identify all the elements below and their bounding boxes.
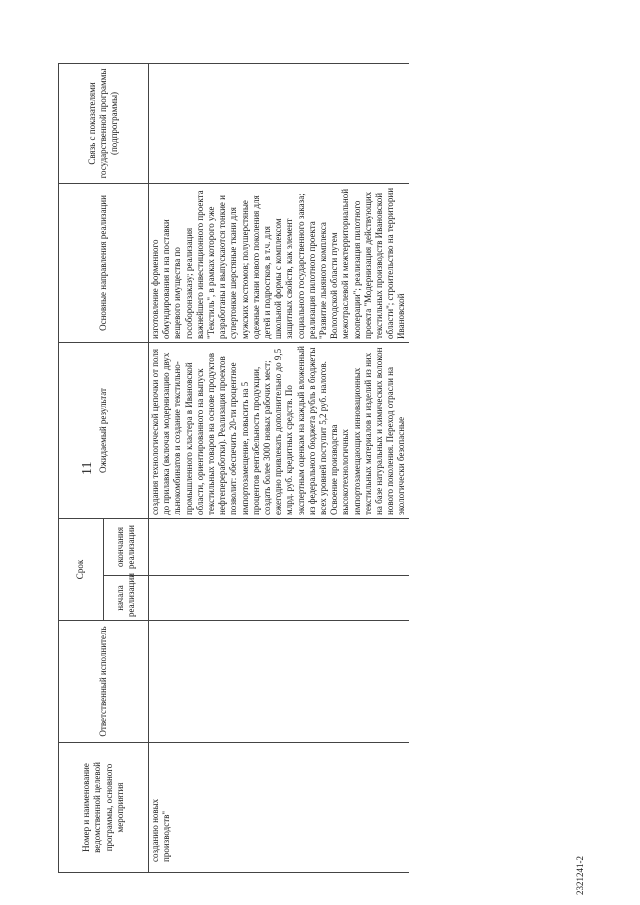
header-program-name: Номер и наименование ведомственной целевой программы, основного мероприятия (59, 743, 149, 873)
cell-indicators-link (149, 63, 409, 183)
page-number: 11 (80, 461, 95, 475)
header-main-directions: Основные направления реализации (59, 183, 149, 342)
cell-expected-result: создания технологической цепочки от поля до прилавка (включая модернизацию двух льнокомбинатов и создание текстильно-промышленного кластера в Ивановской области, ориентированного на выпуск текстильных товаров на основе продуктов нефтепереработки). Реализация проектов позволит: обеспечить 20-ти процентное импортозамещение, повысить на 5 процентов рентабельность продукции, создать более 3000 новых рабочих мест; ежегодно привлекать дополнительно до 9,5 млрд. руб. кредитных средств. По экспертным оценкам на каждый вложенный из федерального бюджета рубль в бюджеты всех уровней поступит 5,2 руб. налогов. Освоение производства высокотехнологичных импортозамещающих инновационных текстильных материалов и изделий из них на базе натуральных и химических волокон нового поколения. Переход отрасли на экологически безопасные (149, 342, 409, 518)
program-table (58, 63, 409, 873)
cell-main-directions: изготовление форменного обмундирования и на поставки вещевого имущества по гособоронзаказу; реализация важнейшего инвестиционного проекта "Текстиль", в рамках которого уже разработаны и выпускаются тонкие и супертонкие шерстяные ткани для мужских костюмов; полушерстяные одежные ткани нового поколения для детей и подростков, в т.ч. для школьной формы с комплексом защитных свойств, как элемент социального государственного заказа; реализация пилотного проекта "Развитие льняного комплекса Вологодской области путем межотраслевой и межтерриториальной кооперации"; реализация пилотного проекта "Модернизация действующих текстильных производств Ивановской области"; строительство на территории Ивановской (149, 183, 409, 342)
cell-term-end (149, 518, 409, 575)
header-responsible: Ответственный исполнитель (59, 621, 149, 743)
cell-responsible (149, 621, 409, 743)
header-expected-result: Ожидаемый результат (59, 342, 149, 518)
cell-program-name: созданию новых производств" (149, 743, 409, 873)
document-id: 2321241-2 (575, 856, 585, 895)
header-term: Срок (59, 518, 104, 620)
header-indicators-link: Связь с показателями государственной программы (подпрограммы) (59, 63, 149, 183)
cell-term-start (149, 576, 409, 621)
header-term-end: окончания реализации (104, 518, 149, 575)
header-term-start: начала реализации (104, 576, 149, 621)
table-row (149, 63, 409, 872)
